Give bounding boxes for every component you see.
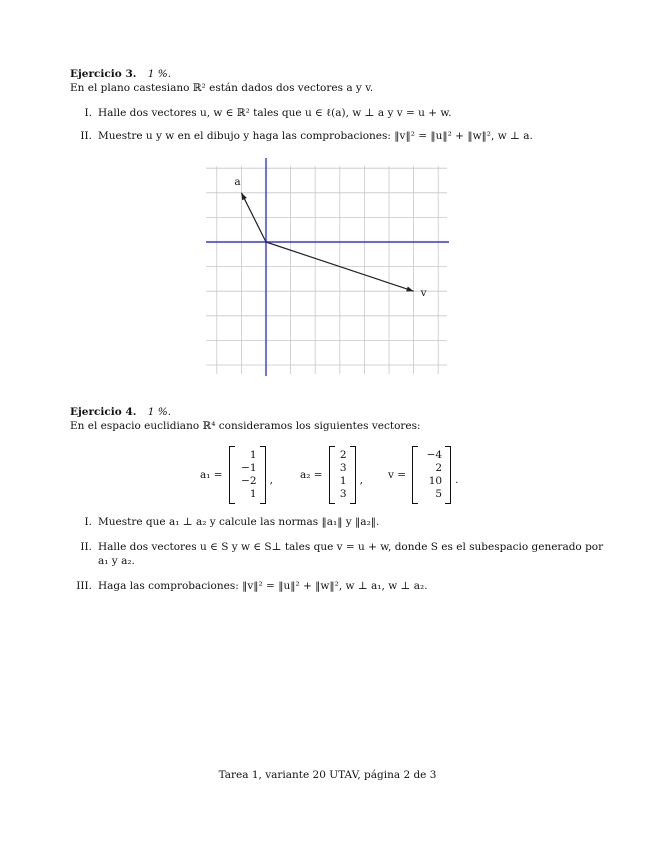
bracket-right	[350, 446, 356, 504]
vector-a2	[300, 446, 363, 504]
ex4-heading	[70, 406, 171, 418]
ex4-item-2-text: Halle dos vectores u ∈ S y w ∈ S⊥ tales que v = u + w, donde S es el subespacio generado por	[98, 541, 604, 553]
ex4-percent: 1 %.	[147, 406, 172, 418]
vector-a1	[200, 446, 273, 504]
ex4-title: Ejercicio 4.	[70, 406, 137, 418]
vector-a1-value: 1	[249, 488, 257, 500]
vector-a1-value: −1	[241, 462, 257, 474]
ex3-item-2-num: II.	[80, 130, 92, 142]
ex3-percent: 1 %.	[147, 68, 172, 80]
ex3-title: Ejercicio 3.	[70, 68, 137, 80]
vector-v-label: v =	[388, 469, 407, 481]
vector-a2-value: 3	[339, 488, 347, 500]
ex4-item-3-text: Haga las comprobaciones: ‖v‖² = ‖u‖² + ‖w‖², w ⊥ a₁, w ⊥ a₂.	[98, 580, 428, 592]
vector-a2-value: 2	[339, 449, 347, 461]
vector-v-label: v	[420, 287, 427, 300]
bracket-right	[445, 446, 451, 504]
ex4-item-1-num: I.	[84, 516, 92, 528]
ex4-item-1-text: Muestre que a₁ ⊥ a₂ y calcule las normas ‖a₁‖ y ‖a₂‖.	[98, 516, 380, 528]
vector-a-label: a	[234, 175, 241, 188]
vector-a1-value: 1	[249, 449, 257, 461]
vector-a1-value: −2	[241, 475, 257, 487]
vector-a2-value: 1	[339, 475, 347, 487]
vector-v	[388, 446, 458, 504]
page-footer: Tarea 1, variante 20 UTAV, página 2 de 3	[218, 769, 437, 781]
ex4-item-2-text-cont: a₁ y a₂.	[98, 555, 135, 567]
vector-v-value: 5	[435, 488, 443, 500]
vector-v-value: 10	[428, 475, 443, 487]
vector-a2-value: 3	[339, 462, 347, 474]
vectors	[234, 176, 426, 299]
vector-a2-sep: ,	[359, 474, 363, 486]
bracket-right	[260, 446, 266, 504]
ex4-item-2-num: II.	[80, 541, 92, 553]
ex3-item-2-text: Muestre u y w en el dibujo y haga las comprobaciones: ‖v‖² = ‖u‖² + ‖w‖², w ⊥ a.	[98, 130, 533, 142]
vector-v-value: −4	[426, 449, 443, 461]
ex3-intro: En el plano castesiano ℝ² están dados dos vectores a y v.	[70, 82, 374, 94]
ex4-item-3-num: III.	[76, 580, 92, 592]
vector-a2-values	[335, 449, 347, 501]
vector-v-values	[418, 449, 442, 501]
ex4-intro: En el espacio euclidiano ℝ⁴ consideramos los siguientes vectores:	[70, 420, 421, 432]
vector-a1-label: a₁ =	[200, 469, 223, 481]
ex3-item-1-num: I.	[84, 107, 92, 119]
vector-a2-label: a₂ =	[300, 469, 323, 481]
vector-a-arrowhead	[241, 193, 246, 200]
vector-v-arrowhead	[406, 287, 413, 292]
ex3-item-1-text: Halle dos vectores u, w ∈ ℝ² tales que u ∈ ℓ(a), w ⊥ a y v = u + w.	[98, 107, 452, 119]
vector-v-value: 2	[435, 462, 443, 474]
vector-a1-values	[235, 449, 257, 501]
vector-v-sep: .	[455, 474, 459, 486]
vector-a1-sep: ,	[269, 474, 273, 486]
